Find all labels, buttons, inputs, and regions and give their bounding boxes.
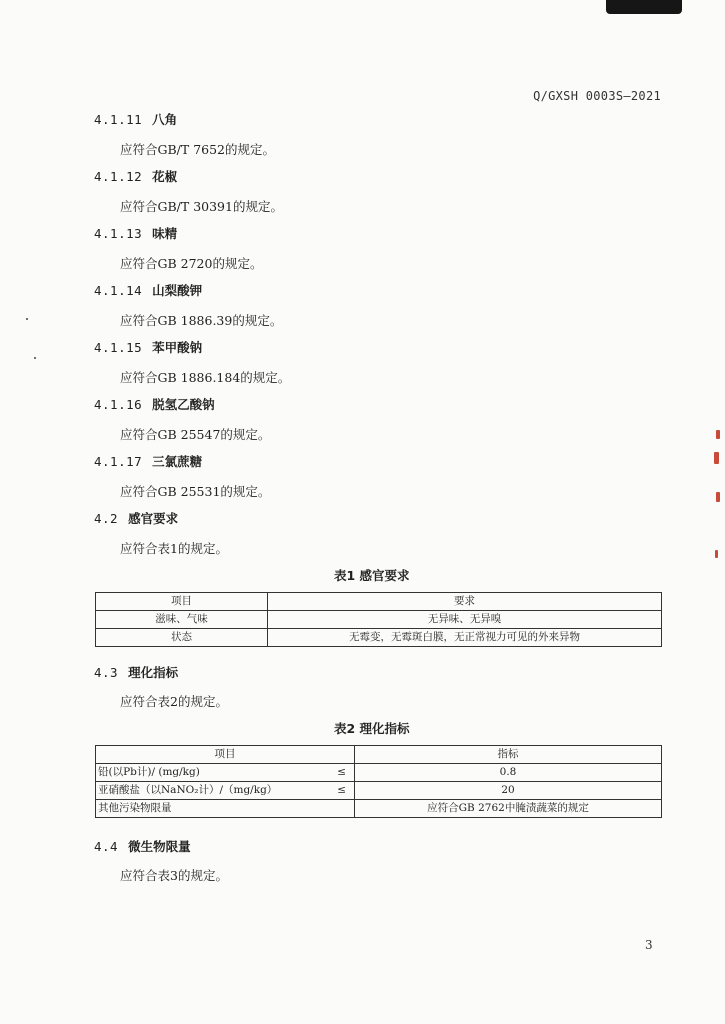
clause-number: 4.1.16: [94, 397, 143, 412]
section-text-4-3: 应符合表2的规定。: [120, 694, 228, 709]
clause-heading-4-1-14: [94, 281, 202, 299]
section-title: 感官要求: [128, 511, 179, 526]
clause-text-4-1-16: 应符合GB 25547的规定。: [120, 427, 271, 442]
indicator-name: 铅(以Pb计)/ (mg/kg): [98, 766, 200, 778]
clause-text-4-1-17: 应符合GB 25531的规定。: [120, 484, 271, 499]
scan-speck: [26, 318, 28, 320]
table-header-cell: 指标: [355, 746, 662, 764]
table-cell-value: 应符合GB 2762中腌渍蔬菜的规定: [355, 800, 662, 818]
section-number: 4.4: [94, 839, 119, 854]
section-number: 4.2: [94, 511, 119, 526]
scanner-top-bar: [606, 0, 682, 14]
clause-number: 4.1.17: [94, 454, 143, 469]
table-cell-value: 20: [355, 782, 662, 800]
clause-title: 花椒: [152, 169, 178, 184]
clause-number: 4.1.15: [94, 340, 143, 355]
clause-text-4-1-15: 应符合GB 1886.184的规定。: [120, 370, 291, 385]
section-number: 4.3: [94, 665, 119, 680]
clause-text-4-1-11: 应符合GB/T 7652的规定。: [120, 142, 276, 157]
clause-text-4-1-14: 应符合GB 1886.39的规定。: [120, 313, 283, 328]
clause-heading-4-1-11: [94, 110, 177, 128]
table2-title: 表2 理化指标: [334, 721, 410, 736]
table-cell-item: [96, 800, 355, 818]
clause-number: 4.1.12: [94, 169, 143, 184]
page-number: 3: [645, 938, 653, 952]
table-row: [96, 800, 662, 818]
clause-heading-4-1-17: [94, 452, 202, 470]
clause-text-4-1-13: 应符合GB 2720的规定。: [120, 256, 263, 271]
section-title: 微生物限量: [128, 839, 191, 854]
table2-physicochemical-indicators: [95, 745, 662, 818]
clause-number: 4.1.13: [94, 226, 143, 241]
clause-heading-4-1-13: [94, 224, 177, 242]
clause-title: 苯甲酸钠: [152, 340, 203, 355]
clause-number: 4.1.11: [94, 112, 143, 127]
section-text-4-4: 应符合表3的规定。: [120, 868, 228, 883]
clause-heading-4-1-16: [94, 395, 215, 413]
table-row: [96, 764, 662, 782]
clause-heading-4-1-12: [94, 167, 177, 185]
table-cell-value: 0.8: [355, 764, 662, 782]
comparison-operator: ≤: [337, 784, 346, 796]
table-row: [96, 611, 662, 629]
table-cell: 无异味、无异嗅: [268, 611, 662, 629]
table-cell: 滋味、气味: [96, 611, 268, 629]
document-code: Q/GXSH 0003S—2021: [533, 89, 661, 103]
section-heading-4-3: [94, 663, 178, 681]
table-header-cell: 项目: [96, 746, 355, 764]
seal-edge-mark: [716, 430, 720, 439]
clause-text-4-1-12: 应符合GB/T 30391的规定。: [120, 199, 283, 214]
seal-edge-mark: [714, 452, 719, 464]
clause-title: 脱氢乙酸钠: [152, 397, 215, 412]
table-cell-item: [96, 764, 355, 782]
table1-sensory-requirements: [95, 592, 662, 647]
section-title: 理化指标: [128, 665, 179, 680]
indicator-name: 其他污染物限量: [98, 802, 172, 814]
table-row: [96, 629, 662, 647]
table-header-row: [96, 593, 662, 611]
table-header-cell: 要求: [268, 593, 662, 611]
scan-speck: [34, 357, 36, 359]
table-cell-item: [96, 782, 355, 800]
clause-title: 八角: [152, 112, 178, 127]
table-header-cell: 项目: [96, 593, 268, 611]
table-cell: 无霉变，无霉斑白膜，无正常视力可见的外来异物: [268, 629, 662, 647]
section-heading-4-2: [94, 509, 178, 527]
clause-title: 山梨酸钾: [152, 283, 203, 298]
clause-number: 4.1.14: [94, 283, 143, 298]
clause-title: 味精: [152, 226, 178, 241]
clause-title: 三氯蔗糖: [152, 454, 203, 469]
table-cell: 状态: [96, 629, 268, 647]
section-text-4-2: 应符合表1的规定。: [120, 541, 228, 556]
clause-heading-4-1-15: [94, 338, 202, 356]
table-row: [96, 782, 662, 800]
table1-title: 表1 感官要求: [334, 568, 410, 583]
table-header-row: [96, 746, 662, 764]
section-heading-4-4: [94, 837, 191, 855]
seal-edge-mark: [715, 550, 718, 558]
comparison-operator: ≤: [337, 766, 346, 778]
indicator-name: 亚硝酸盐（以NaNO₂计）/（mg/kg）: [98, 784, 278, 796]
seal-edge-mark: [716, 492, 720, 502]
